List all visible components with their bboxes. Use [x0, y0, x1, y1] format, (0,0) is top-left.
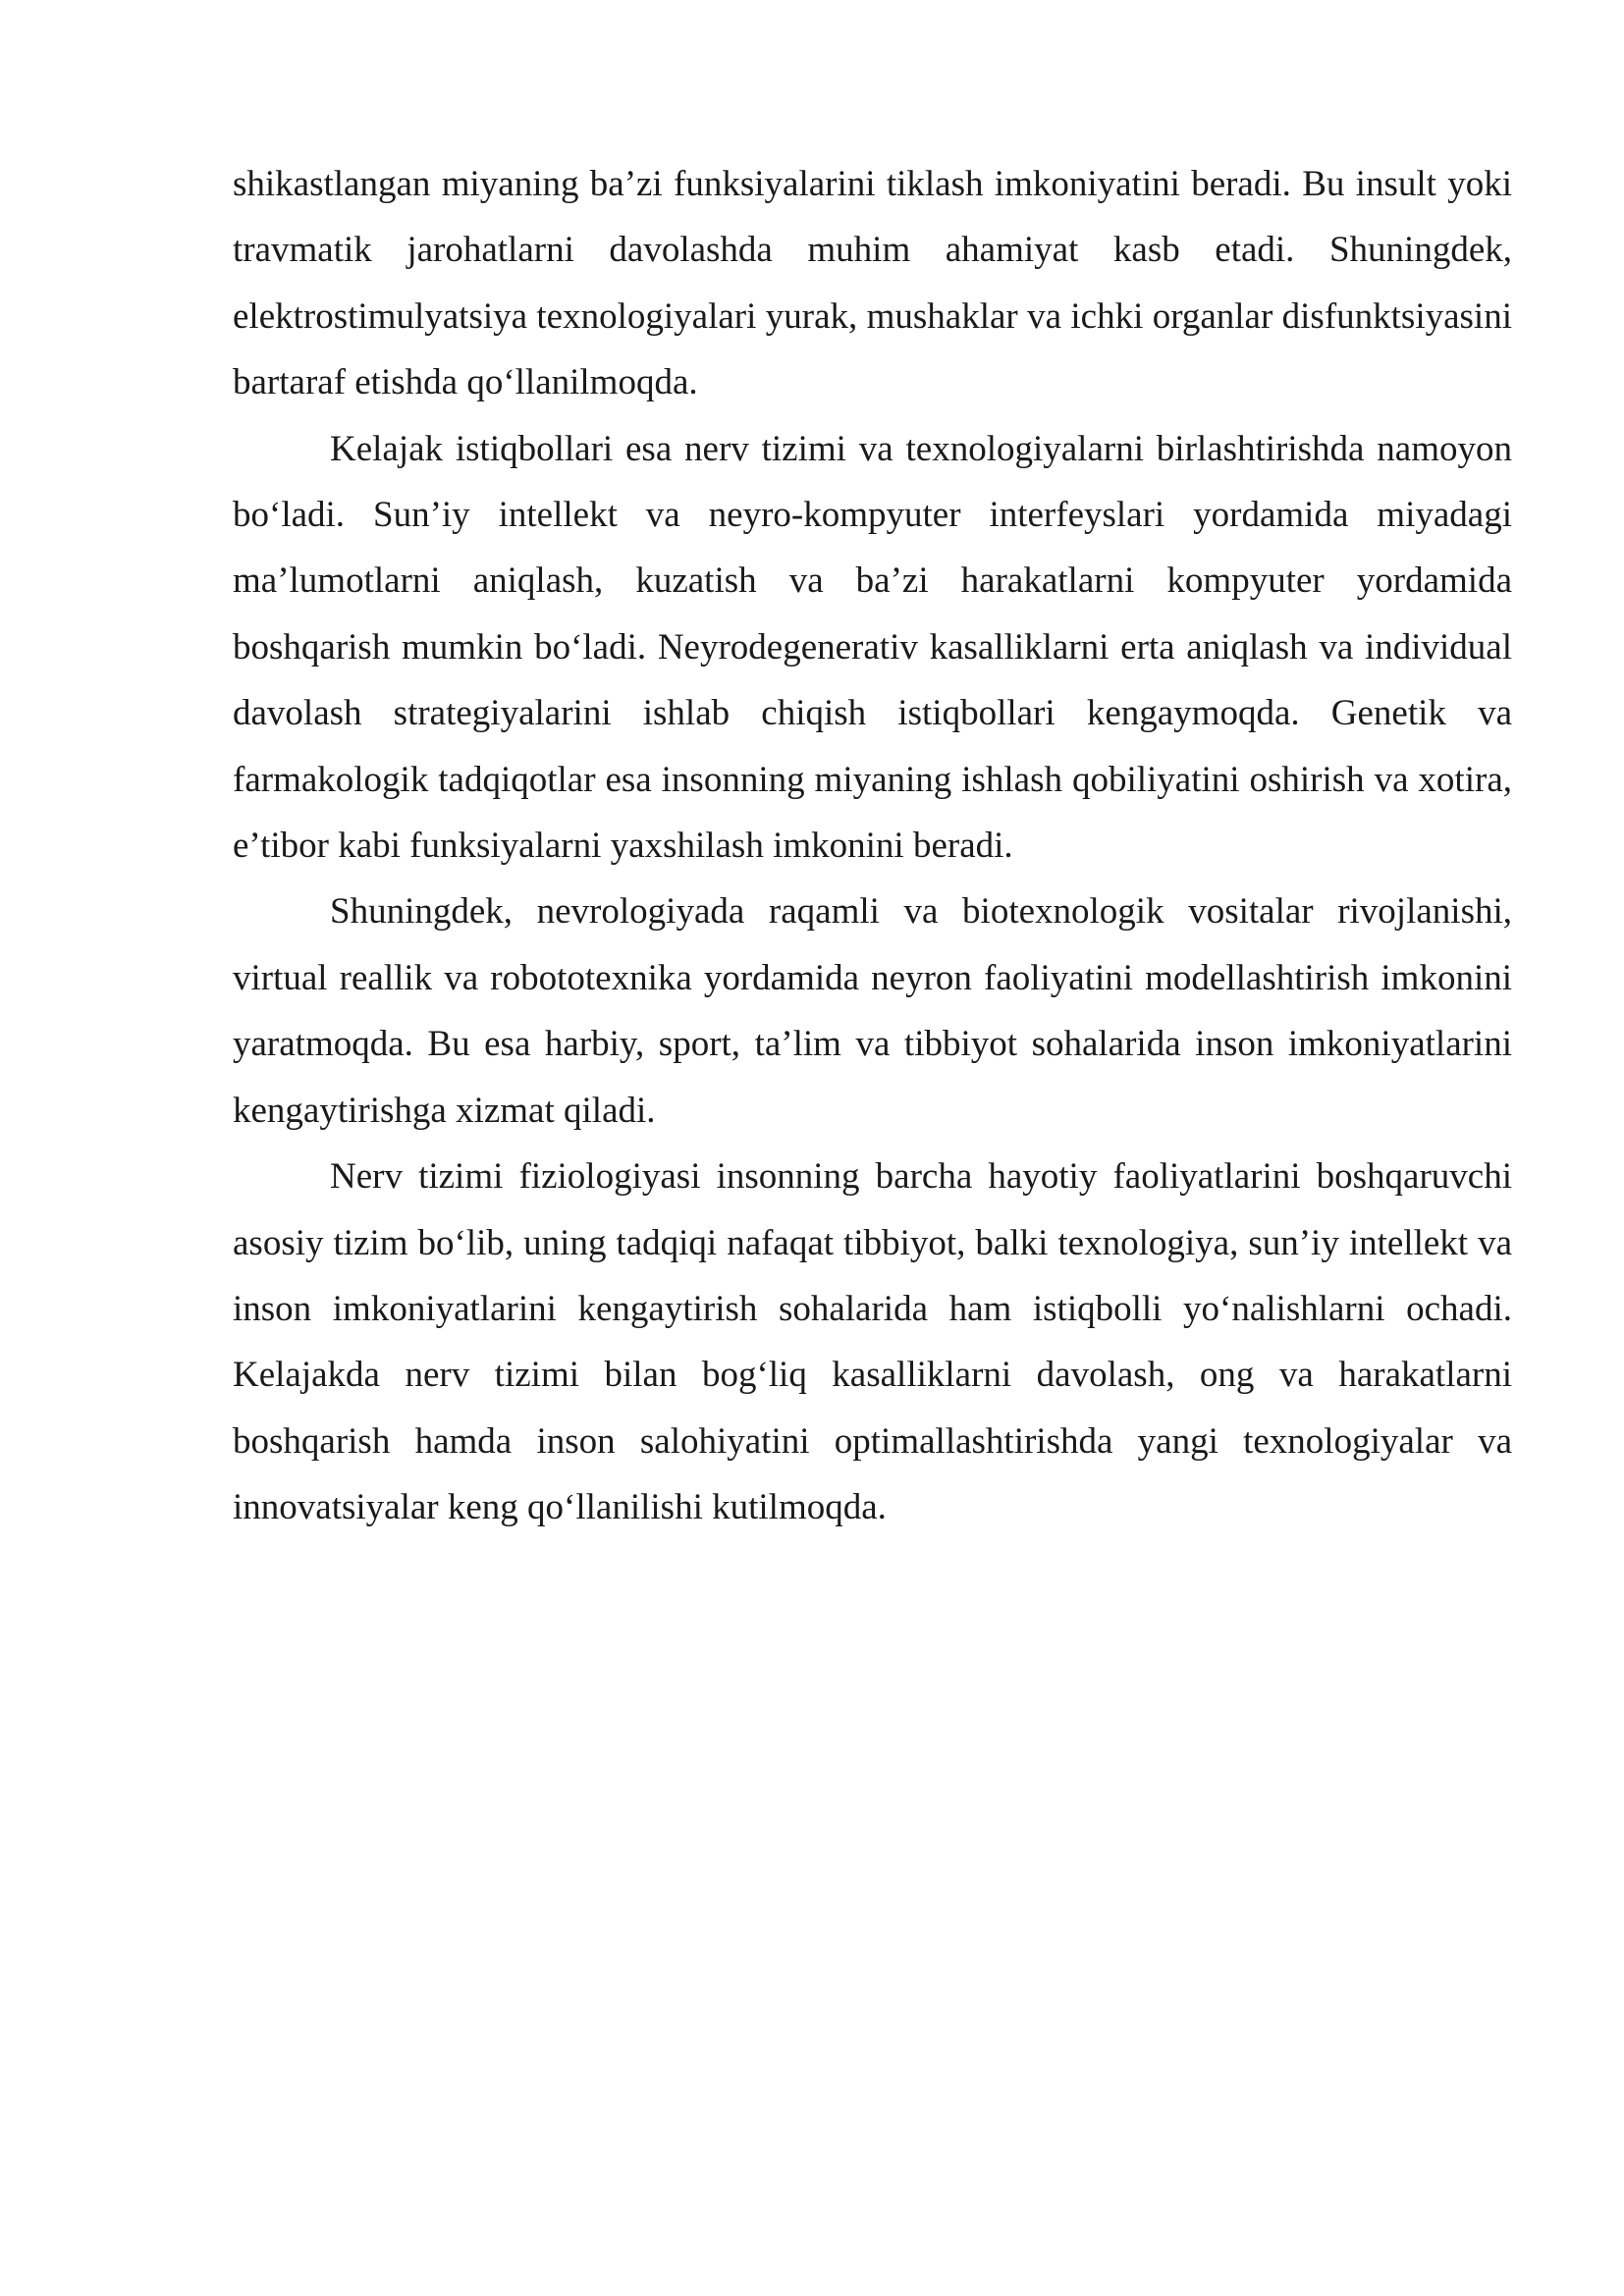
document-body	[233, 151, 1512, 1541]
paragraph-continuation: shikastlangan miyaning ba’zi funksiyalarini tiklash imkoniyatini beradi. Bu insult yoki travmatik jarohatlarni davolashda muhim ahamiyat kasb etadi. Shuningdek, elektrostimulyatsiya texnologiyalari yurak, mushaklar va ichki organlar disfunktsiyasini bartaraf etishda qo‘llanilmoqda.	[233, 164, 1512, 403]
paragraph-conclusion: Nerv tizimi fiziologiyasi insonning barcha hayotiy faoliyatlarini boshqaruvchi asosiy tizim bo‘lib, uning tadqiqi nafaqat tibbiyot, balki texnologiya, sun’iy intellekt va inson imkoniyatlarini kengaytirish sohalarida ham istiqbolli yo‘nalishlarni ochadi. Kelajakda nerv tizimi bilan bog‘liq kasalliklarni davolash, ong va harakatlarni boshqarish hamda inson salohiyatini optimallashtirishda yangi texnologiyalar va innovatsiyalar keng qo‘llanilishi kutilmoqda.	[233, 1156, 1512, 1528]
paragraph-digital-tools: Shuningdek, nevrologiyada raqamli va biotexnologik vositalar rivojlanishi, virtual reallik va robototexnika yordamida neyron faoliyatini modellashtirish imkonini yaratmoqda. Bu esa harbiy, sport, ta’lim va tibbiyot sohalarida inson imkoniyatlarini kengaytirishga xizmat qiladi.	[233, 891, 1512, 1131]
paragraph-future-prospects: Kelajak istiqbollari esa nerv tizimi va texnologiyalarni birlashtirishda namoyon bo‘ladi. Sun’iy intellekt va neyro-kompyuter interfeyslari yordamida miyadagi ma’lumotlarni aniqlash, kuzatish va ba’zi harakatlarni kompyuter yordamida boshqarish mumkin bo‘ladi. Neyrodegenerativ kasalliklarni erta aniqlash va individual davolash strategiyalarini ishlab chiqish istiqbollari kengaymoqda. Genetik va farmakologik tadqiqotlar esa insonning miyaning ishlash qobiliyatini oshirish va xotira, e’tibor kabi funksiyalarni yaxshilash imkonini beradi.	[233, 428, 1512, 867]
